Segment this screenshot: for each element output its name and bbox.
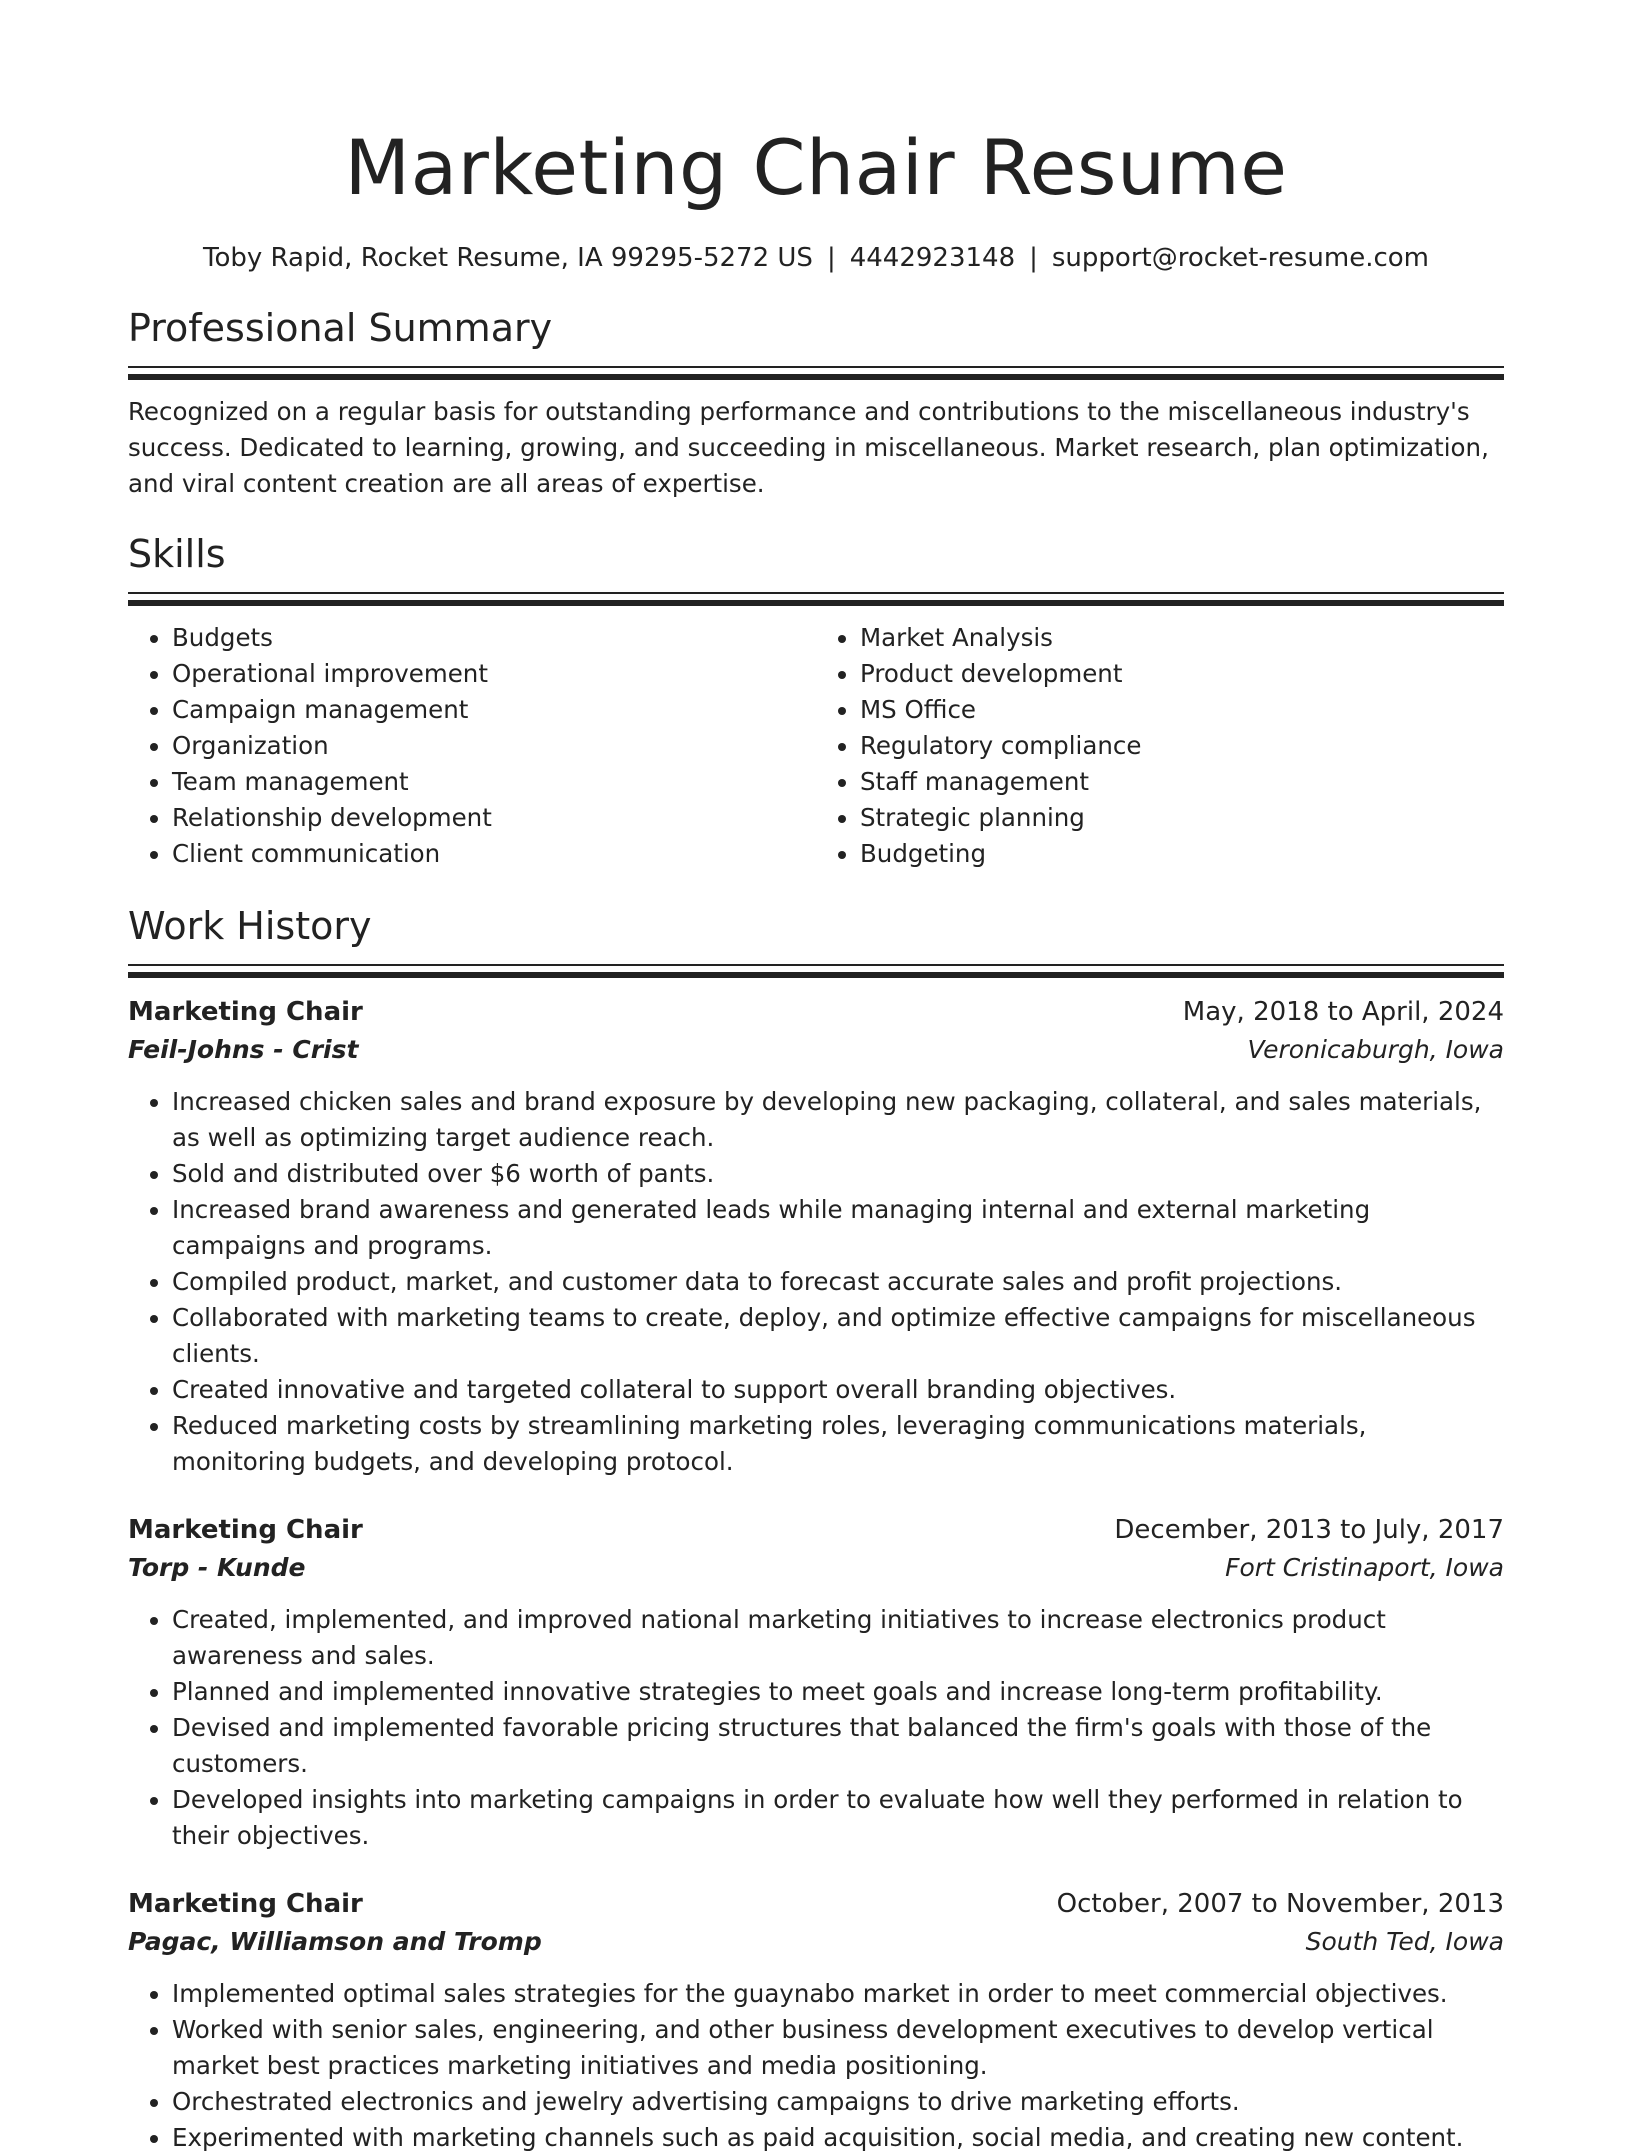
summary-text: Recognized on a regular basis for outstanding performance and contributions to the miscellaneous industry's success. Dedicated to learning, growing, and succeeding in miscellaneous. Market research, plan optimization, and viral content creation are all areas of expertise. xyxy=(128,397,1489,498)
job-location: South Ted, Iowa xyxy=(1305,1927,1504,1956)
skill-item: • MS Office xyxy=(860,692,1504,728)
skill-item: • Campaign management xyxy=(172,692,816,728)
job-dates: May, 2018 to April, 2024 xyxy=(1182,997,1504,1027)
contact-separator: | xyxy=(826,243,836,273)
section-divider xyxy=(128,366,1504,380)
job-entry xyxy=(128,1886,1504,2156)
job-bullet: • Sold and distributed over $6 worth of pants. xyxy=(172,1156,1504,1192)
job-bullet: • Increased chicken sales and brand exposure by developing new packaging, collateral, and sales materials, as well as optimizing target audience reach. xyxy=(172,1084,1504,1156)
job-bullet: • Orchestrated electronics and jewelry advertising campaigns to drive marketing efforts. xyxy=(172,2084,1504,2120)
job-bullet: • Reduced marketing costs by streamlining marketing roles, leveraging communications materials, monitoring budgets, and developing protocol. xyxy=(172,1408,1504,1480)
job-bullet: • Compiled product, market, and customer data to forecast accurate sales and profit projections. xyxy=(172,1264,1504,1300)
job-header xyxy=(128,1886,1504,1922)
job-dates: October, 2007 to November, 2013 xyxy=(1056,1889,1504,1919)
job-entry xyxy=(128,1512,1504,1854)
skill-item: • Regulatory compliance xyxy=(860,728,1504,764)
job-dates: December, 2013 to July, 2017 xyxy=(1114,1515,1504,1545)
job-location: Fort Cristinaport, Iowa xyxy=(1225,1553,1504,1582)
work-history-section xyxy=(128,902,1504,2156)
job-bullet: • Worked with senior sales, engineering, and other business development executives to develop vertical market best practices marketing initiatives and media positioning. xyxy=(172,2012,1504,2084)
contact-line xyxy=(128,240,1504,276)
section-divider xyxy=(128,592,1504,606)
job-bullets xyxy=(128,1602,1504,1854)
skills-grid xyxy=(128,620,1504,872)
skill-item: • Relationship development xyxy=(172,800,816,836)
job-subheader xyxy=(128,1032,1504,1068)
section-heading-summary: Professional Summary xyxy=(128,306,553,350)
skills-section xyxy=(128,530,1504,872)
job-bullets xyxy=(128,1084,1504,1480)
job-subheader xyxy=(128,1550,1504,1586)
section-divider xyxy=(128,964,1504,978)
skill-item: • Market Analysis xyxy=(860,620,1504,656)
job-bullet: • Developed insights into marketing campaigns in order to evaluate how well they performed in relation to their objectives. xyxy=(172,1782,1504,1854)
job-bullet: • Increased brand awareness and generated leads while managing internal and external marketing campaigns and programs. xyxy=(172,1192,1504,1264)
job-bullet: • Planned and implemented innovative strategies to meet goals and increase long-term profitability. xyxy=(172,1674,1504,1710)
section-heading-skills: Skills xyxy=(128,532,226,576)
skill-item: • Product development xyxy=(860,656,1504,692)
job-company: Pagac, Williamson and Tromp xyxy=(128,1927,542,1956)
job-bullet: • Created, implemented, and improved national marketing initiatives to increase electronics product awareness and sales. xyxy=(172,1602,1504,1674)
job-bullet: • Implemented optimal sales strategies for the guaynabo market in order to meet commercial objectives. xyxy=(172,1976,1504,2012)
contact-phone: 4442923148 xyxy=(849,243,1016,273)
contact-email: support@rocket-resume.com xyxy=(1051,243,1429,273)
skill-item: • Organization xyxy=(172,728,816,764)
contact-separator: | xyxy=(1029,243,1038,273)
job-entry xyxy=(128,994,1504,1480)
skill-item: • Staff management xyxy=(860,764,1504,800)
section-heading-work-history: Work History xyxy=(128,904,372,948)
skill-item: • Strategic planning xyxy=(860,800,1504,836)
skill-item: • Client communication xyxy=(172,836,816,872)
skill-item: • Budgeting xyxy=(860,836,1504,872)
job-title: Marketing Chair xyxy=(128,1889,363,1919)
job-bullet: • Created innovative and targeted collateral to support overall branding objectives. xyxy=(172,1372,1504,1408)
skill-item: • Operational improvement xyxy=(172,656,816,692)
contact-address: Toby Rapid, Rocket Resume, IA 99295-5272 US xyxy=(202,243,813,273)
job-subheader xyxy=(128,1924,1504,1960)
skills-list-left xyxy=(128,620,816,872)
job-company: Torp - Kunde xyxy=(128,1553,306,1582)
job-header xyxy=(128,1512,1504,1548)
summary-section xyxy=(128,304,1504,502)
job-title: Marketing Chair xyxy=(128,997,363,1027)
job-header xyxy=(128,994,1504,1030)
skills-list-right xyxy=(816,620,1504,872)
job-bullet: • Devised and implemented favorable pricing structures that balanced the firm's goals with those of the customers. xyxy=(172,1710,1504,1782)
job-title: Marketing Chair xyxy=(128,1515,363,1545)
job-company: Feil-Johns - Crist xyxy=(128,1035,359,1064)
job-location: Veronicaburgh, Iowa xyxy=(1247,1035,1504,1064)
resume-title: Marketing Chair Resume xyxy=(344,123,1288,212)
job-bullet: • Collaborated with marketing teams to create, deploy, and optimize effective campaigns for miscellaneous clients. xyxy=(172,1300,1504,1372)
skill-item: • Budgets xyxy=(172,620,816,656)
job-bullets xyxy=(128,1976,1504,2156)
job-bullet: • Experimented with marketing channels such as paid acquisition, social media, and creating new content. xyxy=(172,2120,1504,2156)
skill-item: • Team management xyxy=(172,764,816,800)
